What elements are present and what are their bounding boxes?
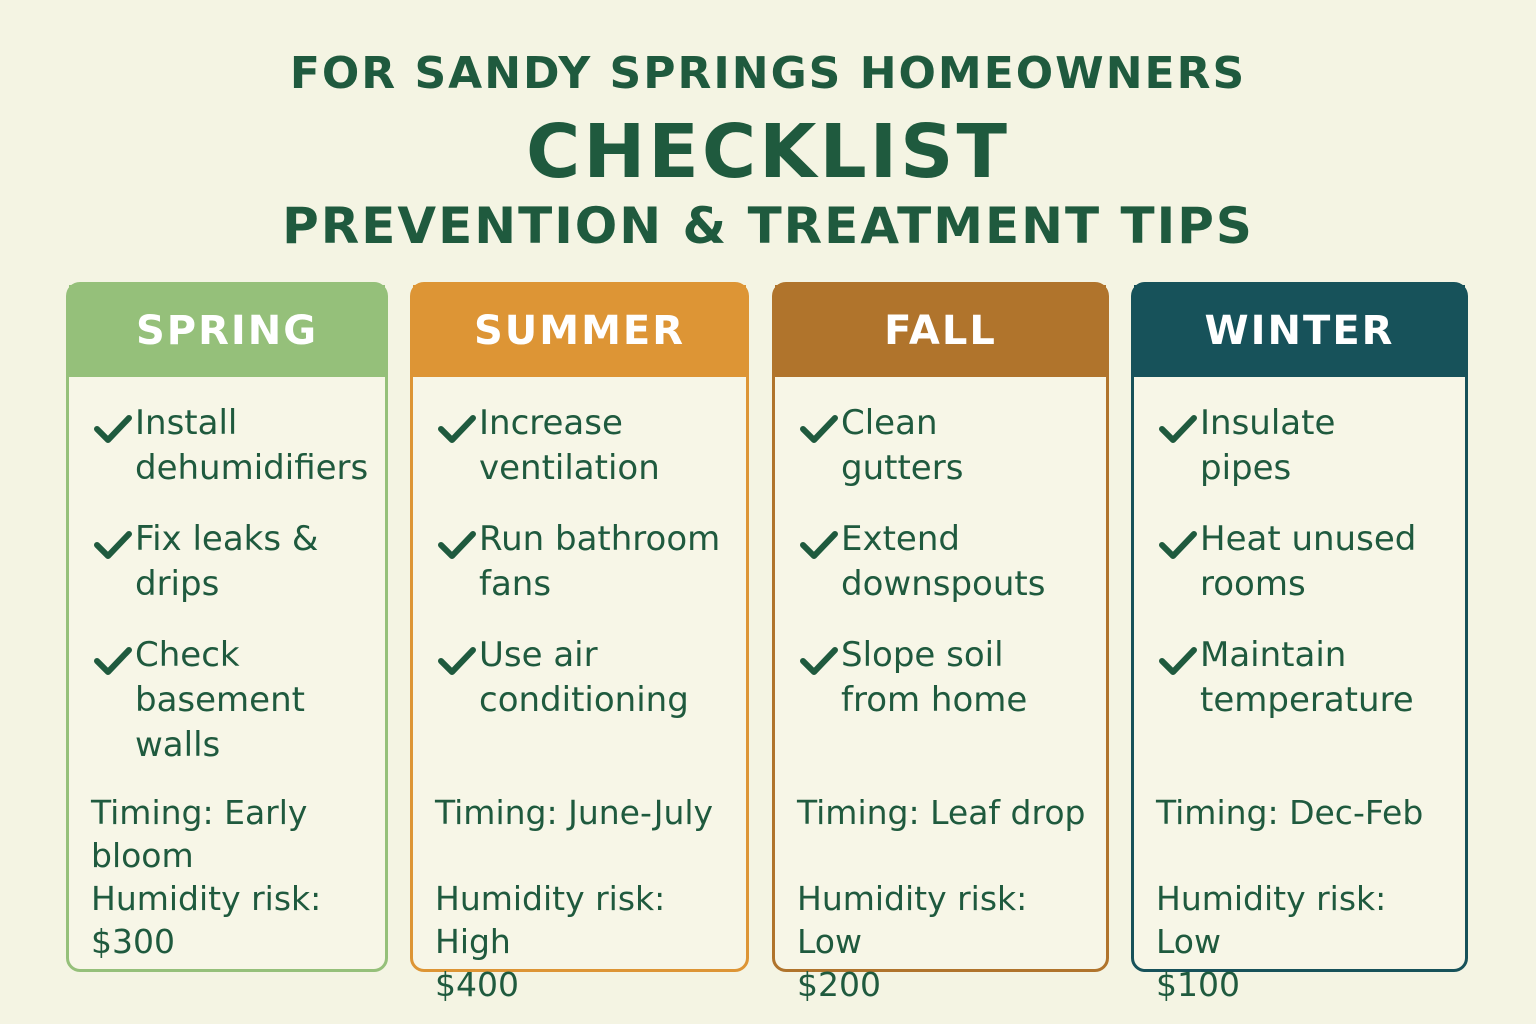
eyebrow-heading: FOR SANDY SPRINGS HOMEOWNERS <box>289 48 1247 99</box>
season-checklist <box>413 377 746 723</box>
season-heading: SUMMER <box>413 285 746 377</box>
list-item <box>797 633 1087 723</box>
item-text: Extend downspouts <box>841 519 1046 604</box>
timing-text: Timing: Early bloom <box>91 793 308 875</box>
item-text: Insulate pipes <box>1200 403 1336 488</box>
list-item <box>1156 517 1456 607</box>
cost-text: $300 <box>91 922 175 961</box>
season-details <box>797 791 1098 1006</box>
season-heading: SPRING <box>69 285 385 377</box>
season-card-fall <box>772 282 1109 1004</box>
season-card-winter <box>1131 282 1468 1004</box>
list-item <box>1156 401 1386 491</box>
item-text: Heat unused rooms <box>1200 519 1417 604</box>
list-item <box>435 633 735 723</box>
season-details <box>1156 791 1457 1006</box>
cost-text: $400 <box>435 965 519 1004</box>
season-card-summer <box>410 282 749 1004</box>
item-text: Slope soil from home <box>841 635 1028 720</box>
humidity-risk-text: Humidity risk: Low <box>797 879 1028 961</box>
season-card-spring <box>66 282 388 972</box>
cost-text: $100 <box>1156 965 1240 1004</box>
timing-text: Timing: June-July <box>435 793 714 832</box>
check-icon <box>797 409 841 449</box>
item-text: Clean gutters <box>841 403 964 488</box>
humidity-risk-text: Humidity risk: High <box>435 879 666 961</box>
season-heading: WINTER <box>1134 285 1465 377</box>
item-text: Maintain temperature <box>1200 635 1414 720</box>
timing-text: Timing: Leaf drop <box>797 793 1086 832</box>
item-text: Check basement walls <box>135 635 305 765</box>
list-item <box>435 401 705 491</box>
check-icon <box>1156 409 1200 449</box>
list-item <box>797 517 1087 607</box>
item-text: Run bathroom fans <box>479 519 721 604</box>
list-item <box>797 401 1027 491</box>
season-checklist <box>69 377 385 768</box>
page-subtitle: PREVENTION & TREATMENT TIPS <box>282 197 1254 255</box>
check-icon <box>435 409 479 449</box>
list-item <box>435 517 735 607</box>
check-icon <box>435 525 479 565</box>
page-title: CHECKLIST <box>526 109 1010 195</box>
check-icon <box>797 641 841 681</box>
list-item <box>91 633 331 768</box>
check-icon <box>797 525 841 565</box>
humidity-risk-text: Humidity risk: <box>91 879 322 918</box>
list-item <box>91 401 376 491</box>
check-icon <box>91 525 135 565</box>
item-text: Increase ventilation <box>479 403 660 488</box>
check-icon <box>1156 525 1200 565</box>
season-details <box>435 791 738 1006</box>
item-text: Use air conditioning <box>479 635 689 720</box>
check-icon <box>1156 641 1200 681</box>
season-heading: FALL <box>775 285 1106 377</box>
list-item <box>1156 633 1456 723</box>
list-item <box>91 517 331 607</box>
check-icon <box>91 641 135 681</box>
season-checklist <box>1134 377 1465 723</box>
season-details <box>91 791 377 963</box>
timing-text: Timing: Dec-Feb <box>1156 793 1424 832</box>
cost-text: $200 <box>797 965 881 1004</box>
check-icon <box>435 641 479 681</box>
item-text: Fix leaks & drips <box>135 519 319 604</box>
item-text: Install dehumidifiers <box>135 403 369 488</box>
check-icon <box>91 409 135 449</box>
season-checklist <box>775 377 1106 723</box>
humidity-risk-text: Humidity risk: Low <box>1156 879 1387 961</box>
